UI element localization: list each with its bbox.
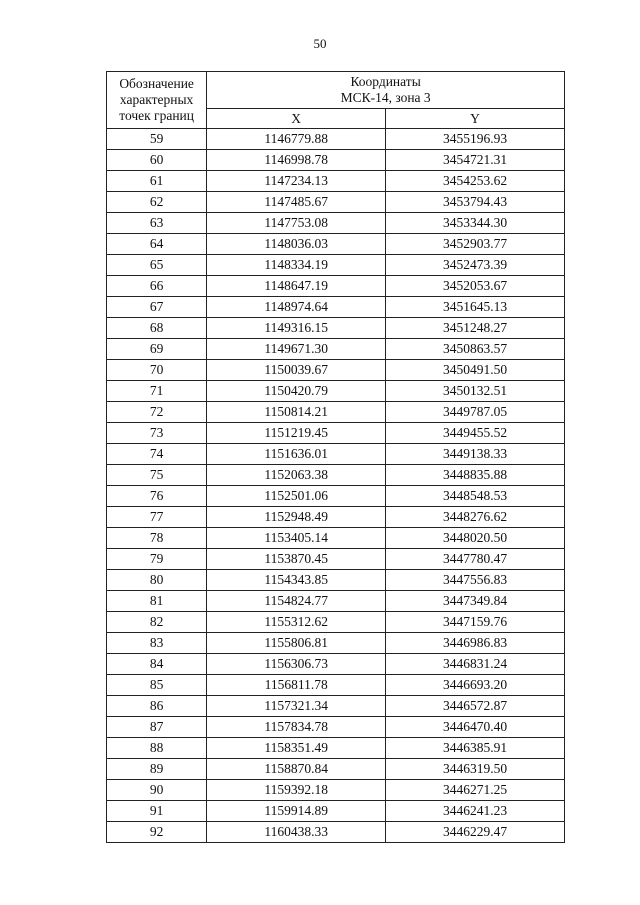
point-cell: 68 <box>107 318 207 339</box>
point-cell: 79 <box>107 549 207 570</box>
table-row <box>107 444 565 465</box>
table-row <box>107 822 565 843</box>
y-cell: 3452053.67 <box>386 276 565 297</box>
y-cell: 3447349.84 <box>386 591 565 612</box>
x-cell: 1155806.81 <box>207 633 386 654</box>
y-cell: 3447159.76 <box>386 612 565 633</box>
y-cell: 3446831.24 <box>386 654 565 675</box>
table-body <box>107 129 565 843</box>
point-cell: 88 <box>107 738 207 759</box>
table-row <box>107 696 565 717</box>
table-row <box>107 276 565 297</box>
x-cell: 1151219.45 <box>207 423 386 444</box>
x-cell: 1153870.45 <box>207 549 386 570</box>
table-row <box>107 150 565 171</box>
table-row <box>107 423 565 444</box>
y-cell: 3455196.93 <box>386 129 565 150</box>
y-cell: 3450863.57 <box>386 339 565 360</box>
point-cell: 67 <box>107 297 207 318</box>
x-cell: 1150814.21 <box>207 402 386 423</box>
table-row <box>107 360 565 381</box>
table-row <box>107 339 565 360</box>
x-cell: 1149316.15 <box>207 318 386 339</box>
table-row <box>107 801 565 822</box>
table-row <box>107 255 565 276</box>
coordinates-table <box>106 71 565 843</box>
header-x: X <box>207 109 386 129</box>
table-row <box>107 654 565 675</box>
point-cell: 75 <box>107 465 207 486</box>
point-cell: 78 <box>107 528 207 549</box>
table-row <box>107 213 565 234</box>
point-cell: 76 <box>107 486 207 507</box>
y-cell: 3451645.13 <box>386 297 565 318</box>
table-row <box>107 528 565 549</box>
point-cell: 80 <box>107 570 207 591</box>
y-cell: 3446986.83 <box>386 633 565 654</box>
point-cell: 72 <box>107 402 207 423</box>
x-cell: 1159392.18 <box>207 780 386 801</box>
y-cell: 3446271.25 <box>386 780 565 801</box>
x-cell: 1151636.01 <box>207 444 386 465</box>
point-cell: 86 <box>107 696 207 717</box>
table-row <box>107 234 565 255</box>
point-cell: 69 <box>107 339 207 360</box>
table-row <box>107 486 565 507</box>
x-cell: 1157834.78 <box>207 717 386 738</box>
point-cell: 77 <box>107 507 207 528</box>
y-cell: 3446385.91 <box>386 738 565 759</box>
point-cell: 64 <box>107 234 207 255</box>
table-row <box>107 759 565 780</box>
y-cell: 3447556.83 <box>386 570 565 591</box>
table-row <box>107 570 565 591</box>
table-row <box>107 549 565 570</box>
x-cell: 1146998.78 <box>207 150 386 171</box>
y-cell: 3446241.23 <box>386 801 565 822</box>
table-row <box>107 738 565 759</box>
point-cell: 82 <box>107 612 207 633</box>
header-point-designation <box>107 72 207 129</box>
y-cell: 3449787.05 <box>386 402 565 423</box>
header-coordinates-line-1: Координаты <box>350 74 421 89</box>
y-cell: 3450132.51 <box>386 381 565 402</box>
point-cell: 73 <box>107 423 207 444</box>
point-cell: 60 <box>107 150 207 171</box>
x-cell: 1158351.49 <box>207 738 386 759</box>
header-point-line-1: Обозначение <box>119 76 194 91</box>
table-row <box>107 507 565 528</box>
x-cell: 1147234.13 <box>207 171 386 192</box>
table-row <box>107 192 565 213</box>
y-cell: 3448020.50 <box>386 528 565 549</box>
x-cell: 1153405.14 <box>207 528 386 549</box>
x-cell: 1147485.67 <box>207 192 386 213</box>
x-cell: 1157321.34 <box>207 696 386 717</box>
point-cell: 59 <box>107 129 207 150</box>
table-row <box>107 171 565 192</box>
point-cell: 91 <box>107 801 207 822</box>
x-cell: 1159914.89 <box>207 801 386 822</box>
x-cell: 1152063.38 <box>207 465 386 486</box>
x-cell: 1148647.19 <box>207 276 386 297</box>
y-cell: 3452903.77 <box>386 234 565 255</box>
x-cell: 1146779.88 <box>207 129 386 150</box>
point-cell: 62 <box>107 192 207 213</box>
header-coordinates-line-2: МСК-14, зона 3 <box>340 90 431 105</box>
x-cell: 1148036.03 <box>207 234 386 255</box>
table-row <box>107 633 565 654</box>
y-cell: 3451248.27 <box>386 318 565 339</box>
table-row <box>107 780 565 801</box>
point-cell: 61 <box>107 171 207 192</box>
table-row <box>107 129 565 150</box>
x-cell: 1150039.67 <box>207 360 386 381</box>
table-row <box>107 381 565 402</box>
x-cell: 1152948.49 <box>207 507 386 528</box>
table-row <box>107 717 565 738</box>
y-cell: 3448548.53 <box>386 486 565 507</box>
header-y: Y <box>386 109 565 129</box>
x-cell: 1150420.79 <box>207 381 386 402</box>
y-cell: 3447780.47 <box>386 549 565 570</box>
y-cell: 3454253.62 <box>386 171 565 192</box>
table-row <box>107 318 565 339</box>
y-cell: 3453794.43 <box>386 192 565 213</box>
table-row <box>107 591 565 612</box>
x-cell: 1156811.78 <box>207 675 386 696</box>
point-cell: 66 <box>107 276 207 297</box>
header-point-line-2: характерных <box>119 92 194 107</box>
y-cell: 3448276.62 <box>386 507 565 528</box>
y-cell: 3446693.20 <box>386 675 565 696</box>
x-cell: 1154824.77 <box>207 591 386 612</box>
y-cell: 3454721.31 <box>386 150 565 171</box>
point-cell: 84 <box>107 654 207 675</box>
y-cell: 3452473.39 <box>386 255 565 276</box>
y-cell: 3449455.52 <box>386 423 565 444</box>
x-cell: 1149671.30 <box>207 339 386 360</box>
point-cell: 92 <box>107 822 207 843</box>
y-cell: 3450491.50 <box>386 360 565 381</box>
y-cell: 3446229.47 <box>386 822 565 843</box>
table-row <box>107 612 565 633</box>
x-cell: 1156306.73 <box>207 654 386 675</box>
x-cell: 1154343.85 <box>207 570 386 591</box>
y-cell: 3446470.40 <box>386 717 565 738</box>
point-cell: 89 <box>107 759 207 780</box>
y-cell: 3446319.50 <box>386 759 565 780</box>
point-cell: 65 <box>107 255 207 276</box>
point-cell: 90 <box>107 780 207 801</box>
x-cell: 1160438.33 <box>207 822 386 843</box>
point-cell: 81 <box>107 591 207 612</box>
point-cell: 85 <box>107 675 207 696</box>
y-cell: 3449138.33 <box>386 444 565 465</box>
x-cell: 1148974.64 <box>207 297 386 318</box>
header-point-line-3: точек границ <box>119 108 195 123</box>
y-cell: 3446572.87 <box>386 696 565 717</box>
page-number: 50 <box>313 36 327 51</box>
table-row <box>107 465 565 486</box>
point-cell: 63 <box>107 213 207 234</box>
x-cell: 1155312.62 <box>207 612 386 633</box>
table-row <box>107 297 565 318</box>
x-cell: 1147753.08 <box>207 213 386 234</box>
point-cell: 87 <box>107 717 207 738</box>
table-row <box>107 402 565 423</box>
y-cell: 3453344.30 <box>386 213 565 234</box>
point-cell: 70 <box>107 360 207 381</box>
point-cell: 71 <box>107 381 207 402</box>
y-cell: 3448835.88 <box>386 465 565 486</box>
table-row <box>107 675 565 696</box>
x-cell: 1148334.19 <box>207 255 386 276</box>
header-coordinates <box>207 72 565 109</box>
x-cell: 1152501.06 <box>207 486 386 507</box>
x-cell: 1158870.84 <box>207 759 386 780</box>
point-cell: 83 <box>107 633 207 654</box>
point-cell: 74 <box>107 444 207 465</box>
